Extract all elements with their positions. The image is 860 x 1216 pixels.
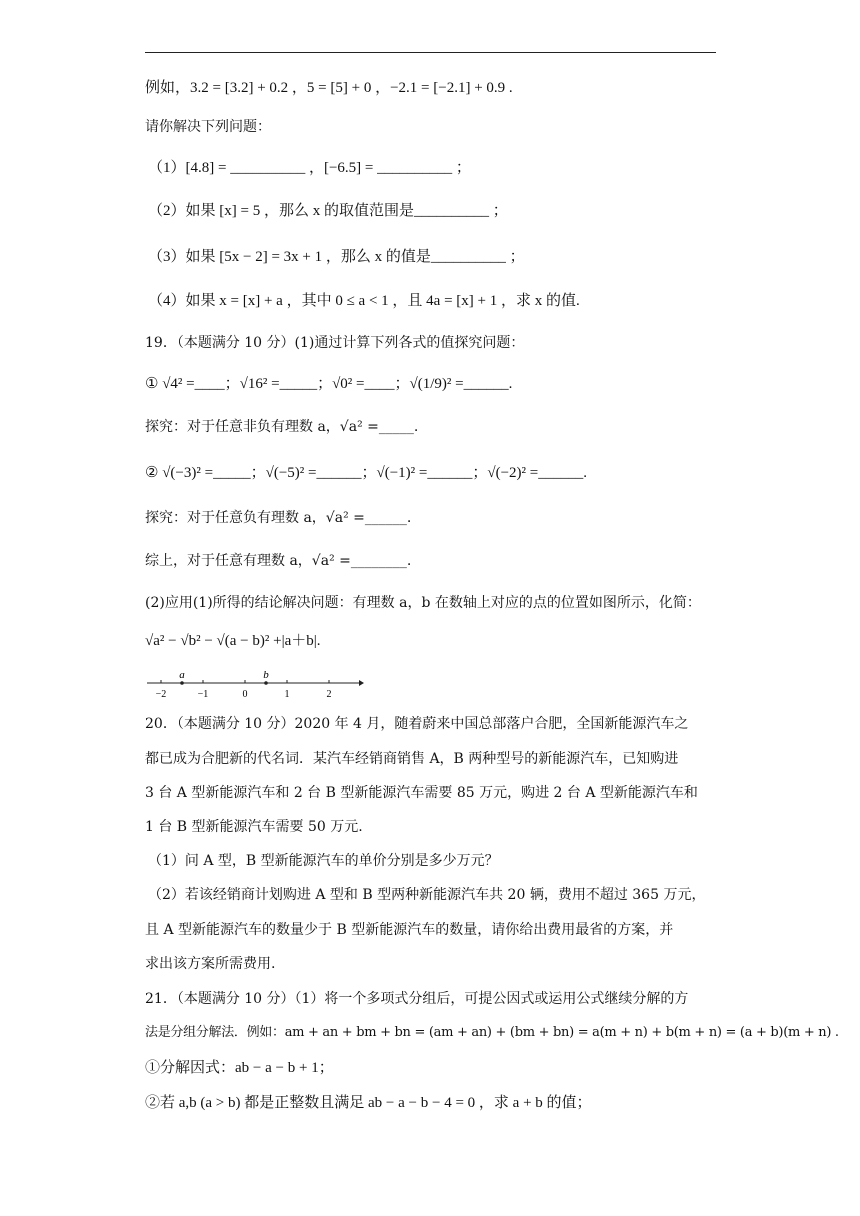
question-18-4: （4）如果 x = [x] + a ，其中 0 ≤ a < 1 ，且 4a = [x] + 1 ，求 x 的值.: [148, 293, 580, 309]
question-19-expression: √a² − √b² − √(a − b)² +|a＋b|.: [145, 633, 321, 649]
question-21-title: 21．（本题满分 10 分）（1）将一个多项式分组后，可提公因式或运用公式继续分解的方: [145, 991, 689, 1007]
question-18-2: （2）如果 [x] = 5 ，那么 x 的取值范围是__________ ；: [148, 203, 508, 219]
question-20-1: （1）问 A 型，B 型新能源汽车的单价分别是多少万元？: [148, 853, 499, 869]
number-line-arrow: [359, 680, 364, 686]
question-20-line-2: 都已成为合肥新的代名词．某汽车经销商销售 A，B 两种型号的新能源汽车，已知购进: [145, 751, 679, 767]
question-20-line-1: 20．（本题满分 10 分）2020 年 4 月，随着蔚来中国总部落户合肥，全国新能源汽车之: [145, 716, 689, 732]
question-21-part-2: ②若 a,b (a > b) 都是正整数且满足 ab − a − b − 4 = 0 ，求 a + b 的值；: [145, 1095, 592, 1111]
question-19-part-1: ① √4² =____；√16² =_____；√0² =____；√(1/9)² =______.: [145, 376, 513, 392]
question-19-summary: 综上，对于任意有理数 a，√a² =________.: [145, 553, 412, 569]
question-20-2-line-3: 求出该方案所需费用.: [145, 956, 276, 972]
question-20-2-line-2: 且 A 型新能源汽车的数量少于 B 型新能源汽车的数量，请你给出费用最省的方案，并: [145, 922, 674, 938]
question-19-explore-2: 探究：对于任意负有理数 a，√a² =______.: [145, 510, 412, 526]
number-line-point-label: a: [179, 669, 185, 681]
question-20-line-3: 3 台 A 型新能源汽车和 2 台 B 型新能源汽车需要 85 万元，购进 2 台 A 型新能源汽车和: [145, 785, 698, 801]
number-line-tick-label: 1: [284, 689, 290, 700]
question-21-part-1: ①分解因式：ab − a − b + 1；: [145, 1060, 334, 1076]
example-line: 例如，3.2 = [3.2] + 0.2 ，5 = [5] + 0 ，−2.1 = [−2.1] + 0.9 .: [145, 80, 513, 96]
question-21-example: 法是分组分解法．例如：am + an + bm + bn = (am + an) + (bm + bn) = a(m + n) + b(m + n) = (a + b)(m + n) .: [145, 1025, 839, 1040]
instruction-line: 请你解决下列问题：: [145, 119, 271, 135]
number-line-figure: [145, 668, 365, 702]
number-line-point: [180, 681, 184, 685]
number-line-tick-label: 2: [326, 689, 332, 700]
number-line-tick-label: −1: [197, 689, 209, 700]
header-rule: [145, 52, 716, 53]
number-line-tick-label: 0: [242, 689, 248, 700]
number-line-tick-label: −2: [155, 689, 167, 700]
question-19-explore-1: 探究：对于任意非负有理数 a，√a² =_____.: [145, 419, 419, 435]
number-line-point-label: b: [263, 669, 269, 681]
question-20-line-4: 1 台 B 型新能源汽车需要 50 万元.: [145, 819, 363, 835]
number-line-point: [264, 681, 268, 685]
question-18-1: （1）[4.8] = __________ ，[−6.5] = __________ ；: [148, 160, 471, 176]
question-20-2-line-1: （2）若该经销商计划购进 A 型和 B 型两种新能源汽车共 20 辆，费用不超过 365 万元，: [148, 887, 706, 903]
question-19-title: 19．（本题满分 10 分）(1)通过计算下列各式的值探究问题：: [145, 335, 525, 351]
question-18-3: （3）如果 [5x − 2] = 3x + 1 ，那么 x 的值是__________ ；: [148, 249, 525, 265]
question-19-part-2: ② √(−3)² =_____；√(−5)² =______；√(−1)² =______；√(−2)² =______.: [145, 465, 588, 481]
question-19-application: (2)应用(1)所得的结论解决问题：有理数 a，b 在数轴上对应的点的位置如图所示，化简：: [145, 595, 701, 611]
